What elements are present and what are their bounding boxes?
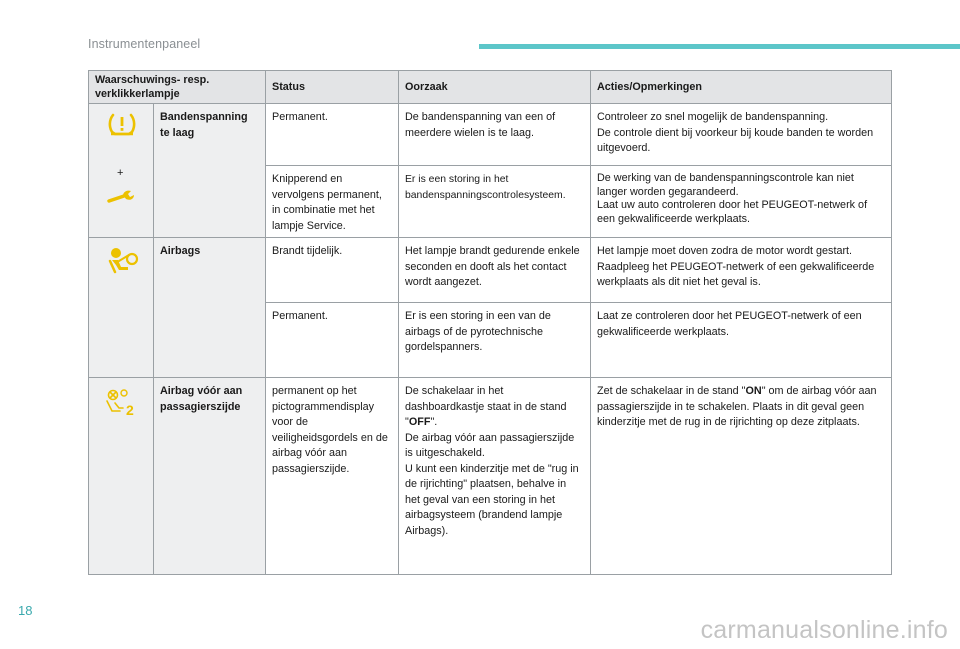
svg-text:2: 2 — [126, 402, 134, 416]
tyre-icon-cell — [89, 104, 154, 238]
tyre-actions-2: De werking van de bandenspanningscontrole kan niet langer worden gegarandeerd. Laat uw auto controleren door het PEUGEOT-netwerk of een gekwalificeerde werkplaats. — [591, 166, 892, 238]
tyre-status-2: Knipperend en vervolgens permanent, in combinatie met het lampje Service. — [266, 166, 399, 238]
passenger-airbag-off-icon — [105, 388, 137, 416]
wrench-icon — [107, 189, 137, 205]
tyre-lamp-name: Bandenspanning te laag — [154, 104, 266, 238]
column-header-lamp: Waarschuwings- resp. verklikkerlampje — [89, 71, 266, 104]
table-row — [89, 378, 892, 575]
off-label: OFF — [408, 416, 431, 428]
passenger-airbag-actions-part1: Zet de schakelaar in de stand " — [597, 385, 746, 397]
passenger-airbag-actions — [591, 378, 892, 575]
on-label: ON — [745, 385, 762, 397]
watermark: carmanualsonline.info — [700, 616, 948, 644]
airbags-lamp-name: Airbags — [154, 238, 266, 378]
passenger-airbag-status: permanent op het pictogrammendisplay voor de veiligheidsgordels en de airbag vóór aan passagierszijde. — [266, 378, 399, 575]
warning-lamps-table — [88, 70, 892, 575]
table-row — [89, 104, 892, 166]
tyre-cause-1: De bandenspanning van een of meerdere wielen is te laag. — [399, 104, 591, 166]
airbags-status-1: Brandt tijdelijk. — [266, 238, 399, 303]
tyre-status-1: Permanent. — [266, 104, 399, 166]
passenger-airbag-lamp-name: Airbag vóór aan passagierszijde — [154, 378, 266, 575]
airbags-actions-2: Laat ze controleren door het PEUGEOT-netwerk of een gekwalificeerde werkplaats. — [591, 303, 892, 378]
passenger-airbag-cause — [399, 378, 591, 575]
section-accent-bar — [479, 44, 960, 49]
tyre-actions-1: Controleer zo snel mogelijk de bandenspanning. De controle dient bij voorkeur bij koude banden te worden uitgevoerd. — [591, 104, 892, 166]
table-header-row — [89, 71, 892, 104]
passenger-airbag-icon-cell — [89, 378, 154, 575]
page-number: 18 — [18, 603, 33, 618]
column-header-status: Status — [266, 71, 399, 104]
passenger-airbag-actions-part2: " om de airbag vóór aan passagierszijde in te schakelen. Plaats in dit geval geen kinderzitje met de rug in de rijrichting op deze zitplaats. — [597, 385, 877, 428]
tyre-pressure-icon — [108, 112, 136, 136]
passenger-airbag-cause-part2: ". De airbag vóór aan passagierszijde is uitgeschakeld. U kunt een kinderzitje met de "rug in de rijrichting" plaatsen, behalve in het geval van een storing in het airbagsysteem (brandend lampje Airbags). — [405, 416, 579, 537]
airbag-icon-cell — [89, 238, 154, 378]
airbags-actions-1: Het lampje moet doven zodra de motor wordt gestart. Raadpleeg het PEUGEOT-netwerk of een gekwalificeerde werkplaats als dit niet het geval is. — [591, 238, 892, 303]
airbag-icon — [107, 246, 139, 276]
column-header-actions: Acties/Opmerkingen — [591, 71, 892, 104]
tyre-cause-2: Er is een storing in het bandenspanningscontrolesysteem. — [399, 166, 591, 238]
column-header-cause: Oorzaak — [399, 71, 591, 104]
section-title: Instrumentenpaneel — [88, 37, 201, 51]
airbags-cause-2: Er is een storing in een van de airbags of de pyrotechnische gordelspanners. — [399, 303, 591, 378]
table-row — [89, 238, 892, 303]
icon-combine-sign: + — [117, 167, 124, 179]
airbags-status-2: Permanent. — [266, 303, 399, 378]
airbags-cause-1: Het lampje brandt gedurende enkele seconden en dooft als het contact wordt aangezet. — [399, 238, 591, 303]
passenger-airbag-cause-part1: De schakelaar in het dashboardkastje staat in de stand " — [405, 385, 567, 428]
